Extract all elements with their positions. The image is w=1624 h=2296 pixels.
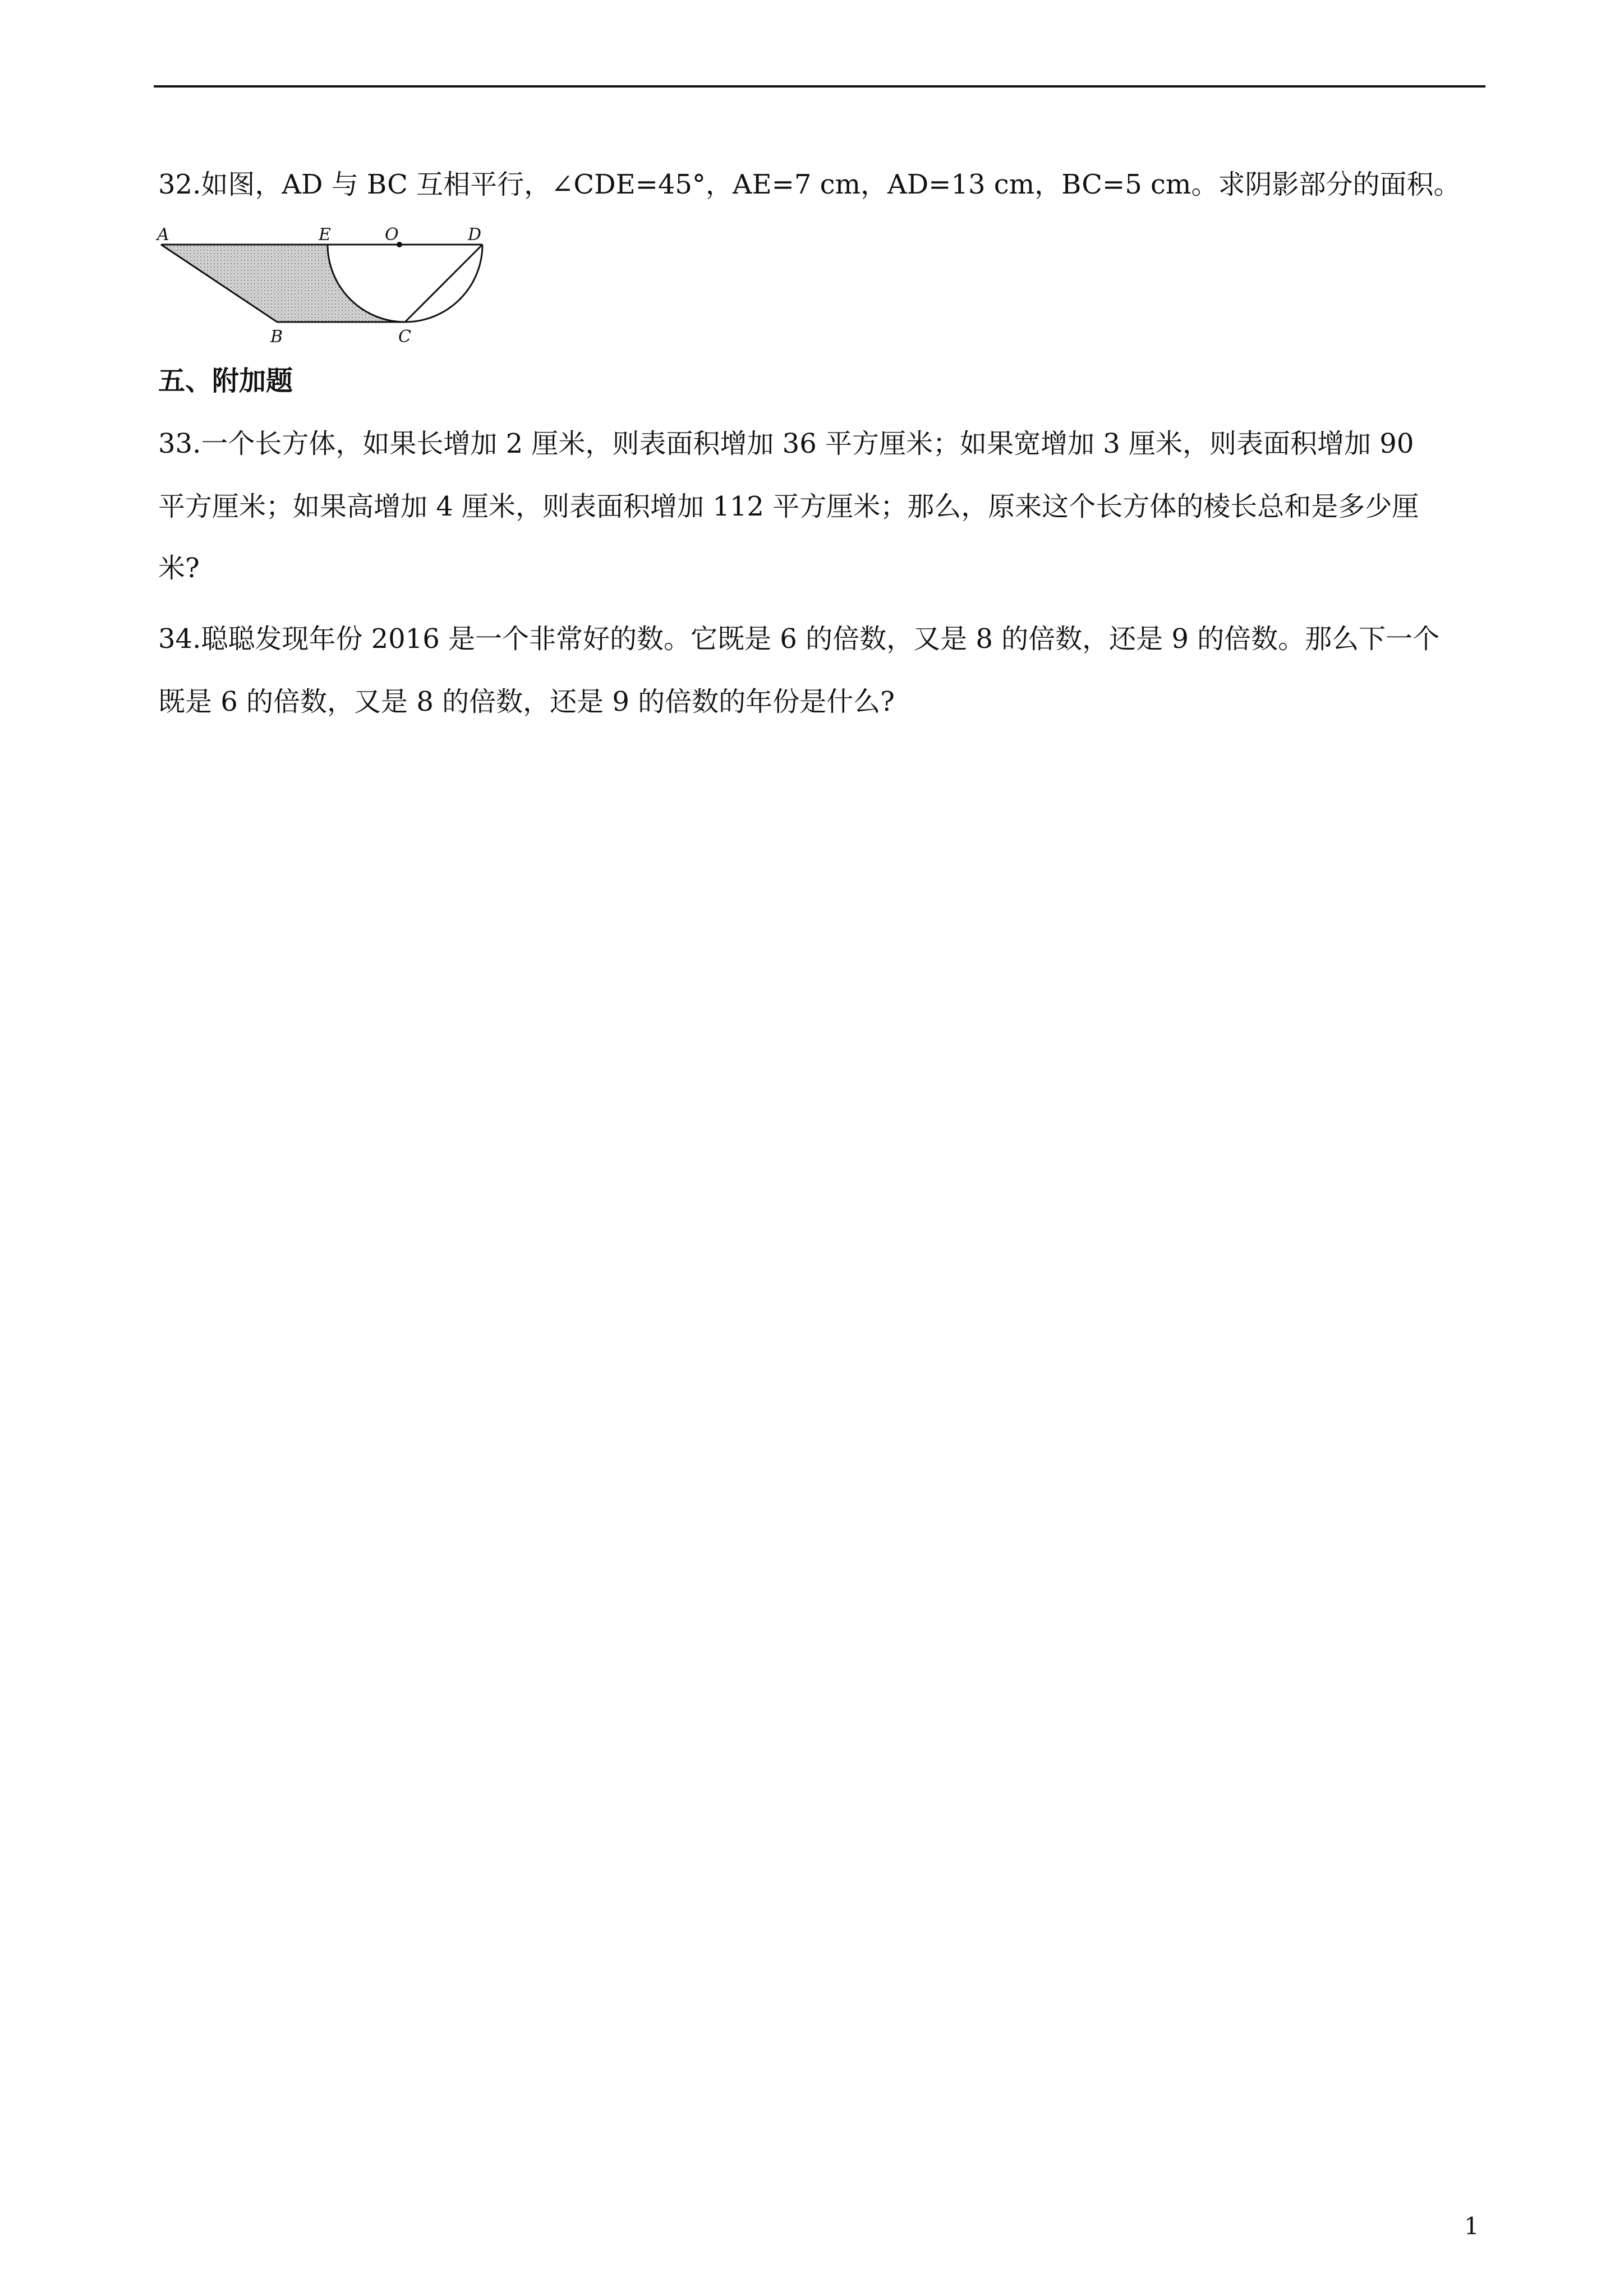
page-number: 1 — [1464, 2212, 1479, 2240]
label-d: D — [468, 225, 482, 245]
label-o: O — [385, 225, 399, 245]
section-title: 五、附加题 — [158, 365, 293, 397]
shaded-region — [161, 245, 405, 322]
segment-cd — [405, 245, 482, 322]
question-34-line-2: 既是 6 的倍数，又是 8 的倍数，还是 9 的倍数的年份是什么? — [158, 686, 895, 717]
question-32-figure — [153, 222, 489, 346]
label-a: A — [157, 225, 169, 245]
label-c: C — [398, 327, 411, 346]
question-33-line-3: 米? — [158, 553, 200, 584]
label-b: B — [270, 327, 283, 346]
geometry-diagram — [153, 222, 489, 346]
header-rule — [154, 85, 1485, 88]
question-34-line-1: 34.聪聪发现年份 2016 是一个非常好的数。它既是 6 的倍数，又是 8 的倍数，还是 9 的倍数。那么下一个 — [158, 623, 1440, 655]
question-32-text: 32.如图，AD 与 BC 互相平行，∠CDE=45°，AE=7 cm，AD=13 cm，BC=5 cm。求阴影部分的面积。 — [158, 169, 1461, 200]
question-33-line-2: 平方厘米；如果高增加 4 厘米，则表面积增加 112 平方厘米；那么，原来这个长方体的棱长总和是多少厘 — [158, 491, 1419, 522]
label-e: E — [319, 225, 331, 245]
question-33-line-1: 33.一个长方体，如果长增加 2 厘米，则表面积增加 36 平方厘米；如果宽增加 3 厘米，则表面积增加 90 — [158, 428, 1414, 459]
